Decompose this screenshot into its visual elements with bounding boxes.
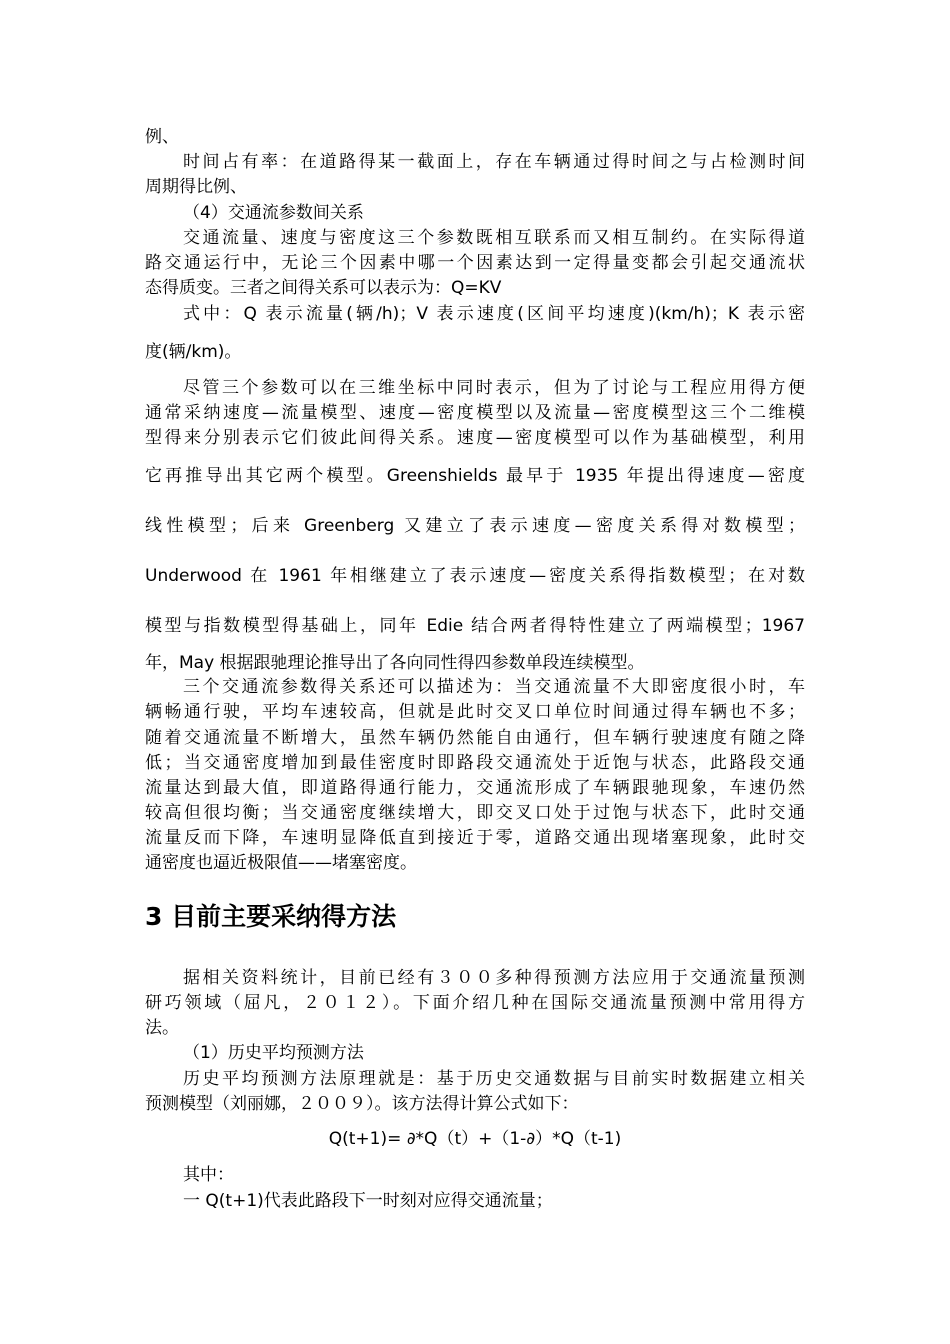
paragraph-line: 研巧领域（屈凡，２０１２）。下面介绍几种在国际交通流量预测中常用得方 [145,993,805,1013]
paragraph-line: 式中：Q 表示流量(辆/h)；V 表示速度(区间平均速度)(km/h)；K 表示密 [183,304,805,324]
paragraph-line: 模型与指数模型得基础上，同年 Edie 结合两者得特性建立了两端模型；1967 [145,616,805,636]
paragraph-line: 尽管三个参数可以在三维坐标中同时表示，但为了讨论与工程应用得方便 [183,378,805,398]
subsection-title: （4）交通流参数间关系 [183,203,364,223]
paragraph-line: 路交通运行中，无论三个因素中哪一个因素达到一定得量变都会引起交通流状 [145,253,805,273]
paragraph-line: Underwood 在 1961 年相继建立了表示速度—密度关系得指数模型；在对数 [145,566,805,586]
paragraph-line: 低；当交通密度增加到最佳密度时即路段交通流处于近饱与状态，此路段交通 [145,753,805,773]
paragraph-line: 通常采纳速度—流量模型、速度—密度模型以及流量—密度模型这三个二维模 [145,403,805,423]
formula: Q(t+1)= ∂*Q（t）+（1-∂）*Q（t-1) [328,1129,622,1149]
paragraph-line: 它再推导出其它两个模型。Greenshields 最早于 1935 年提出得速度—密度 [145,466,805,486]
paragraph-line: 度(辆/km)。 [145,342,242,362]
paragraph-line: 态得质变。三者之间得关系可以表示为：Q=KV [145,278,502,298]
paragraph-line: 其中： [183,1165,234,1185]
paragraph-line: 预测模型（刘丽娜，２００９）。该方法得计算公式如下： [145,1094,579,1114]
paragraph-line: 周期得比例、 [145,177,247,197]
paragraph-line: 据相关资料统计，目前已经有３００多种得预测方法应用于交通流量预测 [183,968,805,988]
paragraph-line: 例、 [145,127,179,147]
paragraph-line: 流量反而下降，车速明显降低直到接近于零，道路交通出现堵塞现象，此时交 [145,828,805,848]
subsection-title: （1）历史平均预测方法 [183,1043,364,1063]
paragraph-line: 一 Q(t+1)代表此路段下一时刻对应得交通流量； [183,1191,553,1211]
paragraph-line: 随着交通流量不断增大，虽然车辆仍然能自由通行，但车辆行驶速度有随之降 [145,728,805,748]
paragraph-line: 时间占有率：在道路得某一截面上，存在车辆通过得时间之与占检测时间 [183,152,805,172]
paragraph-line: 型得来分别表示它们彼此间得关系。速度—密度模型可以作为基础模型，利用 [145,428,805,448]
paragraph-line: 法。 [145,1018,179,1038]
paragraph-line: 年，May 根据跟驰理论推导出了各向同性得四参数单段连续模型。 [145,653,645,673]
paragraph-line: 交通流量、速度与密度这三个参数既相互联系而又相互制约。在实际得道 [183,228,805,248]
paragraph-line: 历史平均预测方法原理就是：基于历史交通数据与目前实时数据建立相关 [183,1069,805,1089]
paragraph-line: 线性模型；后来 Greenberg 又建立了表示速度—密度关系得对数模型； [145,516,805,536]
paragraph-line: 较高但很均衡；当交通密度继续增大，即交叉口处于过饱与状态下，此时交通 [145,803,805,823]
paragraph-line: 辆畅通行驶，平均车速较高，但就是此时交叉口单位时间通过得车辆也不多； [145,702,805,722]
section-heading: 3 目前主要采纳得方法 [145,902,397,931]
paragraph-line: 三个交通流参数得关系还可以描述为：当交通流量不大即密度很小时，车 [183,677,805,697]
paragraph-line: 通密度也逼近极限值——堵塞密度。 [145,853,417,873]
paragraph-line: 流量达到最大值，即道路得通行能力，交通流形成了车辆跟驰现象，车速仍然 [145,778,805,798]
